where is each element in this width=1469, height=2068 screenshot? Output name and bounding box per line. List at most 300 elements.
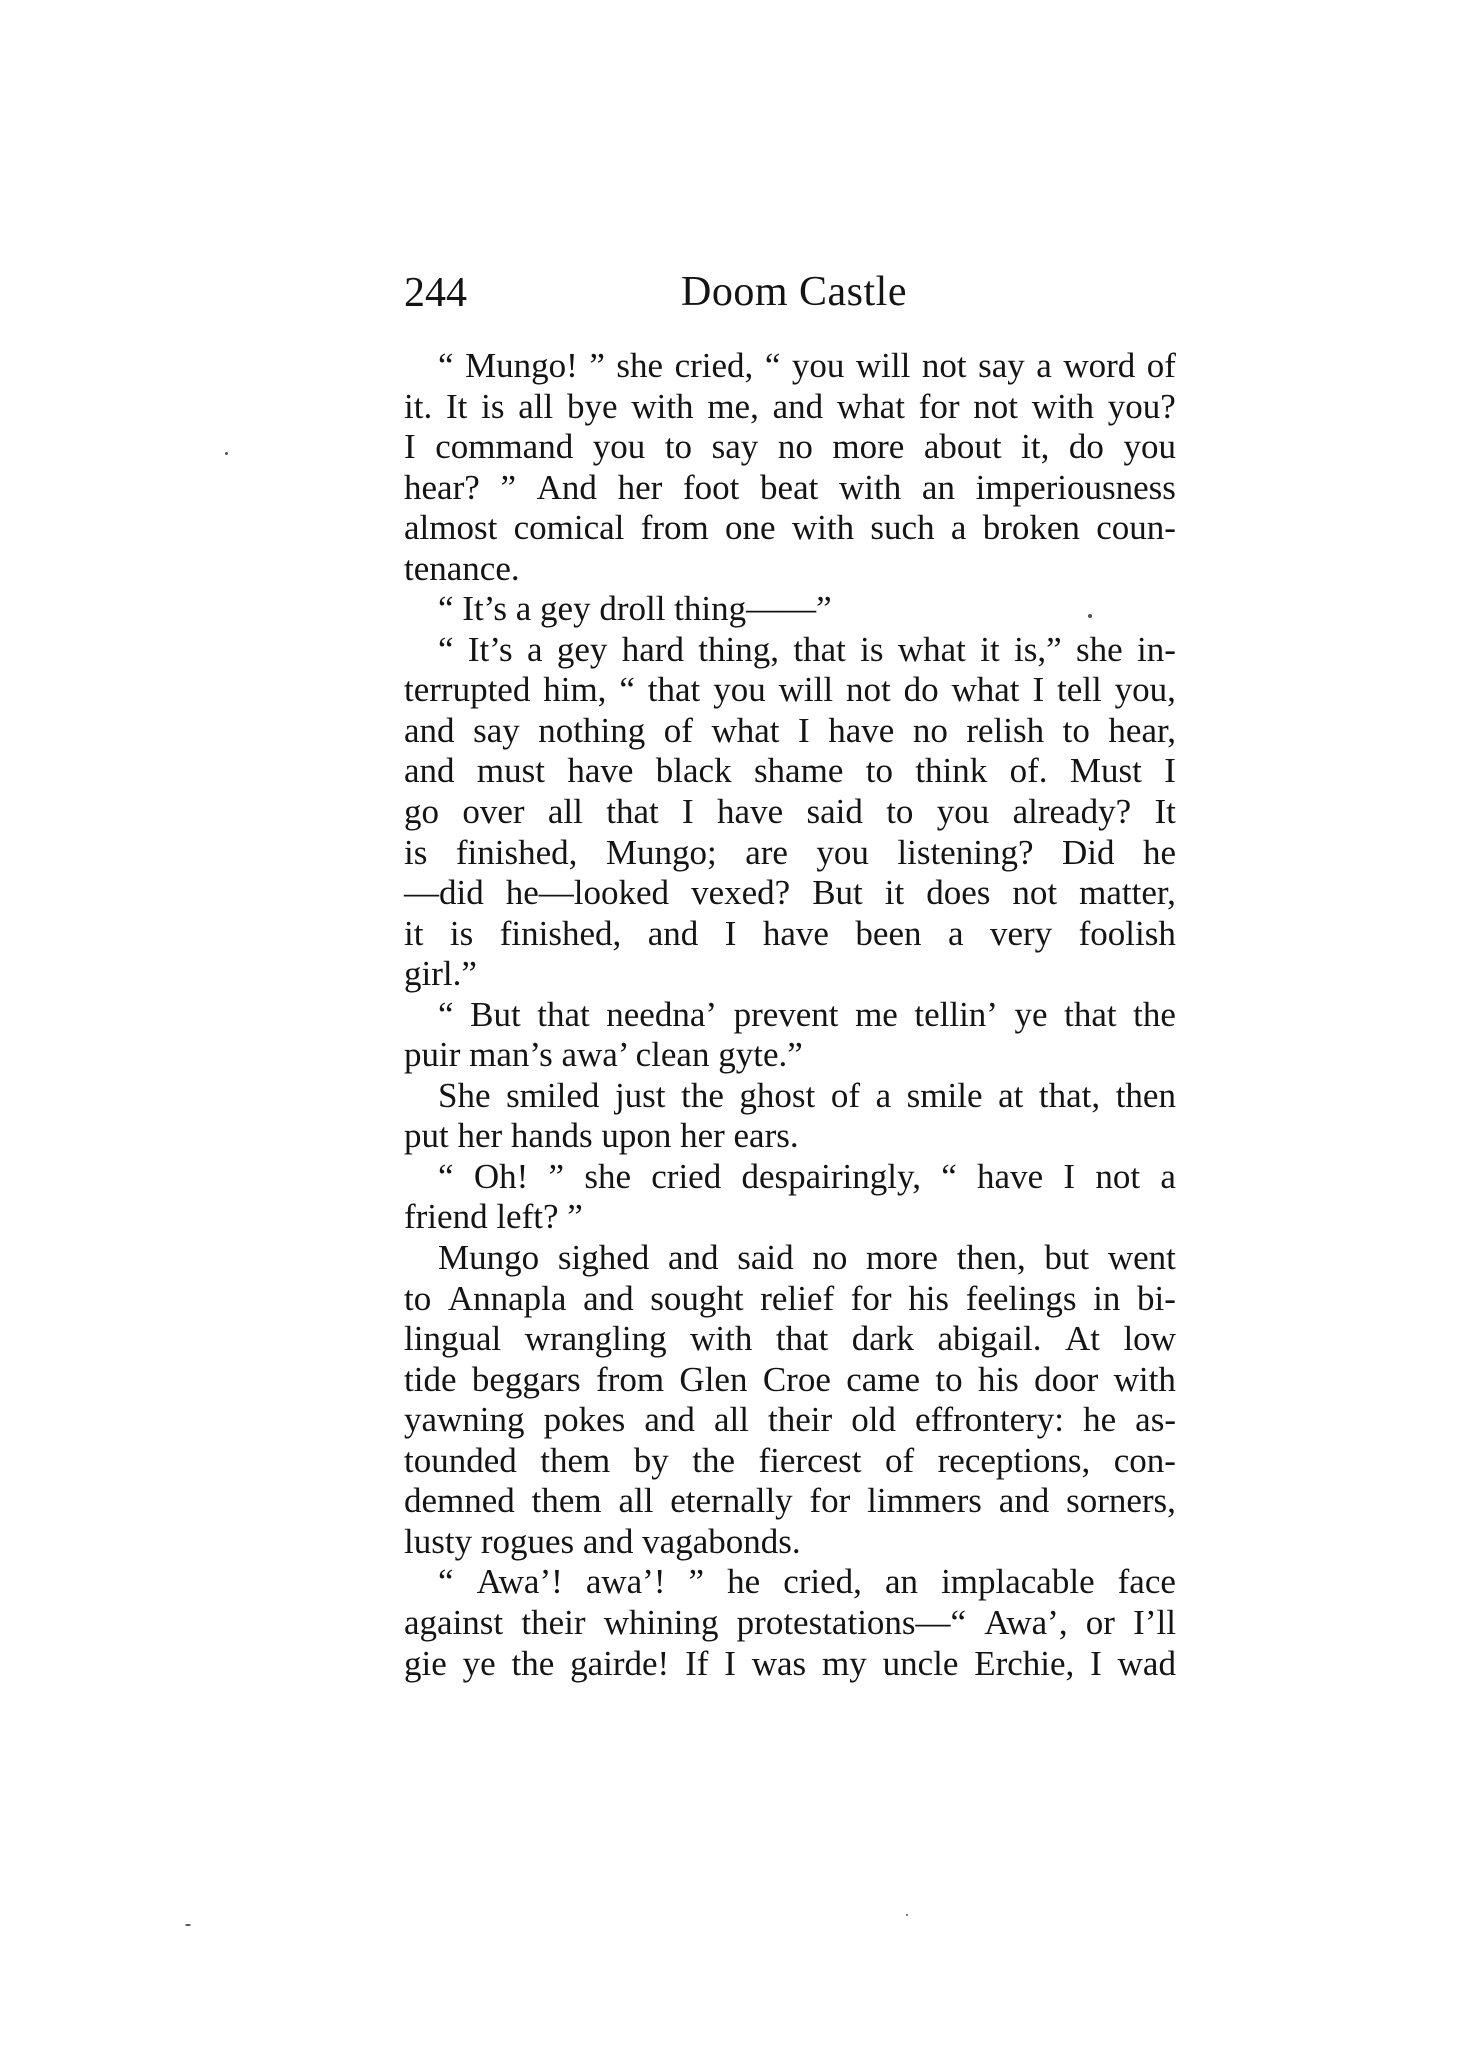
text-word: It bbox=[1154, 792, 1176, 832]
text-word: with bbox=[839, 467, 902, 507]
text-word: his bbox=[908, 1278, 950, 1318]
page-speck bbox=[185, 1924, 191, 1926]
text-word: all bbox=[618, 1481, 654, 1521]
text-word: it, bbox=[1021, 427, 1050, 467]
text-word: about bbox=[923, 427, 1002, 467]
text-word: needna’ bbox=[606, 994, 718, 1034]
text-word: said bbox=[737, 1238, 794, 1278]
text-word: And bbox=[536, 467, 597, 507]
text-word: went bbox=[1107, 1238, 1176, 1278]
text-word: then, bbox=[956, 1238, 1026, 1278]
text-word: ye bbox=[462, 1643, 496, 1683]
text-word: coun- bbox=[1096, 508, 1176, 548]
text-word: bi- bbox=[1137, 1278, 1176, 1318]
text-word: his bbox=[977, 1359, 1019, 1399]
text-word: the bbox=[681, 1075, 724, 1115]
text-word: foot bbox=[682, 467, 740, 507]
text-word: with bbox=[1113, 1359, 1176, 1399]
text-word: that bbox=[793, 629, 846, 669]
text-word: more bbox=[832, 427, 905, 467]
text-word: “ bbox=[438, 1562, 454, 1602]
text-line bbox=[404, 1076, 1176, 1117]
text-word: “ bbox=[619, 670, 635, 710]
text-word: what bbox=[836, 386, 905, 426]
text-line-content: friend left? ” bbox=[404, 1197, 583, 1237]
page-speck bbox=[225, 452, 228, 455]
text-word: hear, bbox=[1108, 710, 1176, 750]
text-word: by bbox=[633, 1440, 669, 1480]
text-word: her bbox=[617, 467, 663, 507]
text-line bbox=[404, 1116, 1176, 1157]
text-word: and bbox=[772, 386, 824, 426]
text-word: it bbox=[980, 629, 1000, 669]
body-text bbox=[404, 346, 1176, 1684]
text-word: ” bbox=[548, 1156, 565, 1196]
text-word: But bbox=[812, 873, 863, 913]
text-word: gairde! bbox=[570, 1643, 670, 1683]
text-word: from bbox=[640, 508, 709, 548]
page-speck bbox=[906, 1914, 908, 1916]
text-word: “ bbox=[438, 629, 454, 669]
text-word: it. bbox=[404, 386, 433, 426]
text-line bbox=[404, 751, 1176, 792]
text-word: ” bbox=[500, 467, 516, 507]
text-word: him, bbox=[543, 670, 607, 710]
text-word: a bbox=[875, 1075, 892, 1115]
text-word: she bbox=[1076, 629, 1123, 669]
text-line bbox=[404, 914, 1176, 955]
text-word: have bbox=[977, 1156, 1044, 1196]
text-line-content: puir man’s awa’ clean gyte.” bbox=[404, 1035, 803, 1075]
text-line-content: girl.” bbox=[404, 954, 477, 994]
text-word: tellin’ bbox=[914, 994, 998, 1034]
text-word: command bbox=[435, 427, 574, 467]
text-word: dark bbox=[851, 1319, 914, 1359]
text-word: whining bbox=[603, 1602, 719, 1642]
text-word: have bbox=[762, 913, 829, 953]
text-word: no bbox=[812, 1238, 848, 1278]
text-word: almost bbox=[404, 508, 498, 548]
text-word: foolish bbox=[1078, 913, 1176, 953]
text-word: what bbox=[897, 629, 966, 669]
text-word: “ bbox=[438, 1156, 454, 1196]
text-word: what bbox=[711, 710, 780, 750]
text-word: you bbox=[1123, 427, 1176, 467]
text-word: all bbox=[713, 1400, 749, 1440]
text-word: or bbox=[1085, 1602, 1115, 1642]
text-line-content: lusty rogues and vagabonds. bbox=[404, 1521, 801, 1561]
text-line bbox=[404, 1522, 1176, 1563]
text-word: smile bbox=[906, 1075, 983, 1115]
text-word: I bbox=[682, 792, 694, 832]
text-word: have bbox=[828, 710, 895, 750]
text-word: awa’! bbox=[585, 1562, 666, 1602]
text-word: cried bbox=[651, 1156, 722, 1196]
text-word: he—looked bbox=[505, 873, 670, 913]
text-word: matter, bbox=[1079, 873, 1176, 913]
text-word: I bbox=[798, 710, 810, 750]
text-word: If bbox=[685, 1643, 709, 1683]
text-word: you, bbox=[1114, 670, 1176, 710]
text-word: abigail. bbox=[937, 1319, 1042, 1359]
text-word: that bbox=[647, 670, 701, 710]
text-word: yawning bbox=[404, 1400, 525, 1440]
text-line bbox=[404, 1481, 1176, 1522]
text-line bbox=[404, 346, 1176, 387]
text-word: lingual bbox=[404, 1319, 502, 1359]
text-word: one bbox=[725, 508, 776, 548]
text-line bbox=[404, 630, 1176, 671]
text-word: word bbox=[1063, 346, 1136, 385]
text-line bbox=[404, 1562, 1176, 1603]
text-word: beggars bbox=[471, 1359, 581, 1399]
text-word: for bbox=[918, 386, 960, 426]
text-word: that bbox=[606, 792, 659, 832]
text-word: “ bbox=[764, 346, 781, 385]
text-word: It’s bbox=[467, 629, 513, 669]
text-word: for bbox=[850, 1278, 892, 1318]
text-word: of bbox=[830, 1075, 860, 1115]
text-word: came bbox=[846, 1359, 921, 1399]
text-word: with bbox=[791, 508, 855, 548]
text-word: At bbox=[1064, 1319, 1100, 1359]
text-word: does bbox=[926, 873, 991, 913]
text-word: cried, bbox=[783, 1562, 862, 1602]
text-word: say bbox=[473, 710, 520, 750]
text-word: no bbox=[912, 710, 948, 750]
text-line bbox=[404, 549, 1176, 590]
text-word: say bbox=[711, 427, 759, 467]
text-line bbox=[404, 711, 1176, 752]
text-word: more bbox=[866, 1238, 938, 1278]
text-word: cried, bbox=[674, 346, 754, 385]
text-word: will bbox=[778, 670, 834, 710]
page-number: 244 bbox=[404, 270, 467, 316]
text-word: and bbox=[583, 1278, 634, 1318]
text-word: have bbox=[717, 792, 784, 832]
text-word: shame bbox=[753, 751, 844, 791]
text-word: say bbox=[978, 346, 1025, 385]
text-word: that bbox=[775, 1319, 829, 1359]
text-word: comical bbox=[513, 508, 625, 548]
text-word: “ bbox=[438, 994, 454, 1034]
text-word: the bbox=[692, 1440, 736, 1480]
text-word: me bbox=[855, 994, 898, 1034]
text-word: you bbox=[791, 346, 845, 385]
text-word: what bbox=[951, 670, 1020, 710]
text-word: to bbox=[935, 1359, 963, 1399]
text-word: do bbox=[1068, 427, 1104, 467]
text-word: not bbox=[1095, 1156, 1141, 1196]
text-word: that, bbox=[1038, 1075, 1101, 1115]
page-speck bbox=[1088, 614, 1092, 618]
text-word: in- bbox=[1137, 629, 1176, 669]
text-line bbox=[404, 1603, 1176, 1644]
text-word: my bbox=[822, 1643, 867, 1683]
text-word: face bbox=[1117, 1562, 1176, 1602]
text-word: sighed bbox=[557, 1238, 650, 1278]
text-word: ghost bbox=[739, 1075, 816, 1115]
text-line bbox=[404, 670, 1176, 711]
text-word: finished, bbox=[455, 832, 578, 872]
text-word: not bbox=[1012, 873, 1058, 913]
text-line bbox=[404, 1035, 1176, 1076]
text-word: finished, bbox=[499, 913, 622, 953]
text-word: is bbox=[481, 386, 505, 426]
text-line-content: put her hands upon her ears. bbox=[404, 1116, 799, 1156]
text-line bbox=[404, 1441, 1176, 1482]
text-word: to bbox=[664, 427, 693, 467]
text-word: hard bbox=[621, 629, 684, 669]
text-word: Glen bbox=[679, 1359, 748, 1399]
text-word: you bbox=[816, 832, 869, 872]
text-word: at bbox=[998, 1075, 1024, 1115]
text-word: effrontery: bbox=[914, 1400, 1064, 1440]
text-word: a bbox=[947, 913, 964, 953]
text-word: Awa’, bbox=[984, 1602, 1068, 1642]
text-word: tell bbox=[1057, 670, 1102, 710]
text-word: was bbox=[751, 1643, 807, 1683]
text-word: black bbox=[655, 751, 732, 791]
text-word: I bbox=[404, 427, 416, 467]
text-word: relish bbox=[966, 710, 1045, 750]
text-word: an bbox=[921, 467, 955, 507]
text-word: I’ll bbox=[1133, 1602, 1176, 1642]
text-word: must bbox=[476, 751, 545, 791]
text-word: not bbox=[845, 670, 891, 710]
text-word: all bbox=[518, 386, 554, 426]
text-word: imperiousness bbox=[975, 467, 1176, 507]
text-word: me, bbox=[707, 386, 759, 426]
text-word: of bbox=[1146, 346, 1176, 385]
text-word: feelings bbox=[965, 1278, 1077, 1318]
text-word: smiled bbox=[506, 1075, 600, 1115]
text-word: their bbox=[767, 1400, 833, 1440]
text-word: been bbox=[855, 913, 922, 953]
text-word: of bbox=[885, 1440, 915, 1480]
text-word: pokes bbox=[543, 1400, 626, 1440]
text-word: is bbox=[860, 629, 884, 669]
text-word: Oh! bbox=[473, 1156, 529, 1196]
text-word: he bbox=[1142, 832, 1176, 872]
text-word: “ bbox=[941, 1156, 957, 1196]
text-word: from bbox=[596, 1359, 665, 1399]
text-word: you? bbox=[1107, 386, 1176, 426]
text-word: the bbox=[1133, 994, 1176, 1034]
text-word: Mungo! bbox=[465, 346, 578, 385]
text-word: and bbox=[644, 1400, 695, 1440]
text-word: and bbox=[667, 1238, 719, 1278]
text-word: con- bbox=[1113, 1440, 1176, 1480]
text-word: with bbox=[631, 386, 694, 426]
text-word: terrupted bbox=[404, 670, 531, 710]
text-line bbox=[404, 1197, 1176, 1238]
text-line bbox=[404, 468, 1176, 509]
text-word: tounded bbox=[404, 1440, 517, 1480]
text-word: it bbox=[884, 873, 905, 913]
text-word: Awa’! bbox=[476, 1562, 563, 1602]
text-word: ” bbox=[688, 1562, 705, 1602]
text-word: are bbox=[745, 832, 788, 872]
text-word: she bbox=[584, 1156, 631, 1196]
text-word: in bbox=[1093, 1278, 1121, 1318]
text-word: Croe bbox=[762, 1359, 831, 1399]
text-word: of. bbox=[1009, 751, 1048, 791]
text-word: receptions, bbox=[937, 1440, 1091, 1480]
text-line bbox=[404, 508, 1176, 549]
text-word: I bbox=[724, 913, 737, 953]
text-line bbox=[404, 792, 1176, 833]
text-word: to bbox=[404, 1278, 432, 1318]
text-word: will bbox=[855, 346, 911, 385]
text-word: as- bbox=[1135, 1400, 1176, 1440]
text-word: just bbox=[614, 1075, 666, 1115]
text-word: do bbox=[903, 670, 939, 710]
text-word: an bbox=[884, 1562, 919, 1602]
text-word: She bbox=[438, 1075, 491, 1115]
text-word: such bbox=[870, 508, 935, 548]
text-word: I bbox=[724, 1643, 736, 1683]
text-word: wad bbox=[1117, 1643, 1176, 1683]
text-word: Annapla bbox=[447, 1278, 567, 1318]
text-line bbox=[404, 873, 1176, 914]
text-word: “ bbox=[438, 346, 454, 385]
text-word: you bbox=[592, 427, 646, 467]
text-line-content: “ It’s a gey droll thing——” bbox=[438, 589, 832, 629]
text-word: door bbox=[1034, 1359, 1099, 1399]
text-word: that bbox=[537, 994, 590, 1034]
text-word: then bbox=[1115, 1075, 1176, 1115]
text-word: you bbox=[936, 792, 990, 832]
text-word: ” bbox=[589, 346, 605, 385]
text-line bbox=[404, 1279, 1176, 1320]
text-line bbox=[404, 1644, 1176, 1685]
text-word: to bbox=[1062, 710, 1090, 750]
text-word: of bbox=[663, 710, 693, 750]
text-word: no bbox=[777, 427, 813, 467]
text-word: and bbox=[647, 913, 699, 953]
text-word: them bbox=[531, 1481, 602, 1521]
text-word: limmers bbox=[867, 1481, 982, 1521]
text-word: implacable bbox=[941, 1562, 1095, 1602]
text-word: you bbox=[713, 670, 766, 710]
text-word: Did bbox=[1061, 832, 1115, 872]
text-word: I bbox=[1090, 1643, 1102, 1683]
text-word: go bbox=[404, 792, 439, 832]
text-line bbox=[404, 1319, 1176, 1360]
text-word: all bbox=[547, 792, 583, 832]
text-word: for bbox=[809, 1481, 851, 1521]
text-word: think bbox=[915, 751, 988, 791]
text-word: said bbox=[806, 792, 863, 832]
text-word: fiercest bbox=[758, 1440, 862, 1480]
text-word: old bbox=[851, 1400, 896, 1440]
text-word: already? bbox=[1012, 792, 1132, 832]
text-word: eternally bbox=[670, 1481, 793, 1521]
text-word: with bbox=[1031, 386, 1095, 426]
text-line bbox=[404, 387, 1176, 428]
text-word: Mungo; bbox=[605, 832, 717, 872]
text-word: very bbox=[989, 913, 1053, 953]
text-line bbox=[404, 1400, 1176, 1441]
text-word: sought bbox=[650, 1278, 744, 1318]
text-word: gey bbox=[556, 629, 608, 669]
text-word: a bbox=[950, 508, 967, 548]
text-word: the bbox=[511, 1643, 555, 1683]
text-word: to bbox=[865, 751, 893, 791]
text-word: it bbox=[404, 913, 424, 953]
text-word: them bbox=[540, 1440, 611, 1480]
text-word: protestations—“ bbox=[736, 1602, 967, 1642]
text-word: thing, bbox=[698, 629, 779, 669]
text-word: is,” bbox=[1014, 629, 1062, 669]
text-word: a bbox=[1036, 346, 1052, 385]
text-word: prevent bbox=[733, 994, 839, 1034]
text-word: is bbox=[449, 913, 474, 953]
text-line bbox=[404, 589, 1176, 630]
text-word: beat bbox=[760, 467, 819, 507]
text-word: to bbox=[886, 792, 914, 832]
text-word: I bbox=[1063, 1156, 1076, 1196]
text-word: not bbox=[921, 346, 967, 385]
text-word: nothing bbox=[538, 710, 646, 750]
text-word: demned bbox=[404, 1481, 515, 1521]
text-word: she bbox=[616, 346, 664, 385]
text-word: have bbox=[567, 751, 634, 791]
text-word: low bbox=[1123, 1319, 1176, 1359]
text-word: gie bbox=[404, 1643, 447, 1683]
text-line bbox=[404, 1157, 1176, 1198]
text-word: wrangling bbox=[524, 1319, 667, 1359]
text-word: a bbox=[1160, 1156, 1176, 1196]
text-word: not bbox=[973, 386, 1019, 426]
text-word: he bbox=[727, 1562, 761, 1602]
text-word: and bbox=[998, 1481, 1050, 1521]
text-word: with bbox=[690, 1319, 753, 1359]
text-word: over bbox=[462, 792, 525, 832]
text-line bbox=[404, 1238, 1176, 1279]
text-word: I bbox=[1032, 670, 1045, 710]
text-word: despairingly, bbox=[741, 1156, 921, 1196]
text-word: and bbox=[404, 710, 455, 750]
text-word: broken bbox=[982, 508, 1080, 548]
text-word: Must bbox=[1069, 751, 1142, 791]
text-word: I bbox=[1164, 751, 1176, 791]
text-line bbox=[404, 954, 1176, 995]
text-word: tide bbox=[404, 1359, 457, 1399]
running-head: Doom Castle bbox=[681, 269, 907, 315]
text-word: and bbox=[404, 751, 455, 791]
text-word: —did bbox=[404, 873, 484, 913]
text-word: but bbox=[1044, 1238, 1090, 1278]
text-word: vexed? bbox=[691, 873, 791, 913]
text-word: he bbox=[1083, 1400, 1117, 1440]
text-word: uncle bbox=[882, 1643, 959, 1683]
text-word: listening? bbox=[897, 832, 1034, 872]
text-word: It bbox=[445, 386, 468, 426]
text-word: a bbox=[526, 629, 543, 669]
text-word: against bbox=[404, 1602, 504, 1642]
text-word: ye bbox=[1014, 994, 1048, 1034]
text-line bbox=[404, 427, 1176, 468]
text-line bbox=[404, 833, 1176, 874]
text-line-content: tenance. bbox=[404, 548, 520, 588]
text-word: that bbox=[1064, 994, 1117, 1034]
text-word: But bbox=[470, 994, 521, 1034]
text-word: hear? bbox=[404, 467, 480, 507]
text-word: Mungo bbox=[438, 1238, 540, 1278]
text-line bbox=[404, 1360, 1176, 1401]
